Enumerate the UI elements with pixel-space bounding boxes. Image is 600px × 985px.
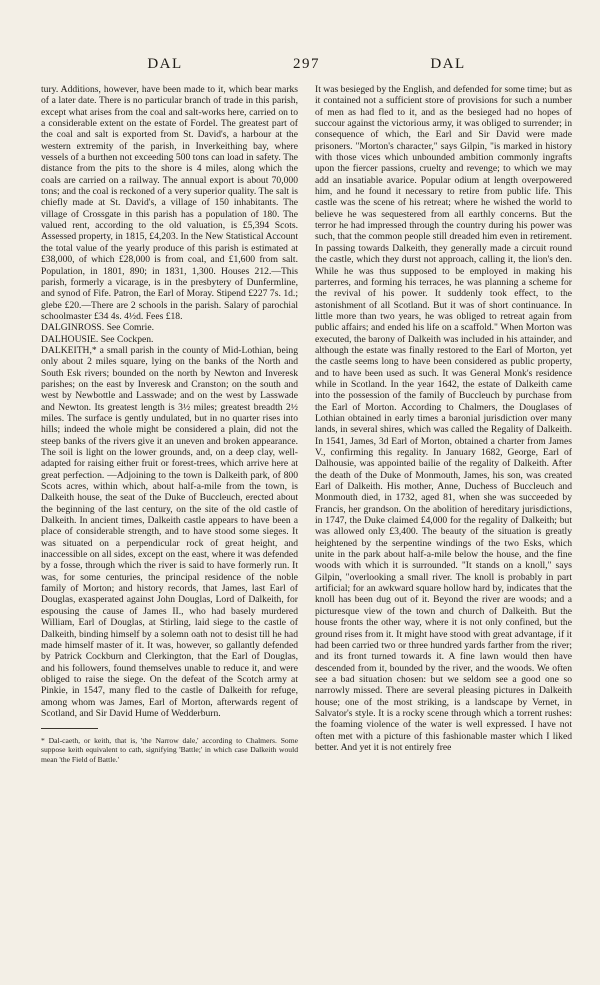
footnote-divider — [41, 728, 98, 729]
paragraph-parish-trade: tury. Additions, however, have been made to it, which bear marks of a later date. There is no particular branch of trade in this parish, except what arises from the coal and salt-works here, carried on to a considerable extent on the estate of Fordel. The greatest part of the coal and salt is exported from St. David's, a harbour at the western extremity of the parish, in Inverkeithing bay, where vessels of a burthen not exceeding 500 tons can load in safety. The distance from the pits to the shore is 4 miles, along which the coals are carried on a railway. The annual export is about 70,000 tons; and the coal is reckoned of a very superior quality. The salt is chiefly made at St. David's, a village of 150 inhabitants. The village of Crossgate in this parish has a population of 180. The valued rent, according to the old valuation, is £5,394 Scots. Assessed property, in 1815, £4,203. In the New Statistical Account the total value of the yearly produce of this parish is estimated at £38,000, of which £28,000 is from coal, and £1,600 from salt. Population, in 1801, 890; in 1831, 1,300. Houses 212.—This parish, formerly a vicarage, is in the presbytery of Dunfermline, and synod of Fife. Patron, the Earl of Moray. Stipend £227 7s. 1d.; glebe £20.—There are 2 schools in the parish. Salary of parochial schoolmaster £34 4s. 4½d. Fees £18. — [41, 84, 298, 322]
page-number: 297 — [293, 56, 320, 72]
right-column — [315, 84, 572, 764]
entry-dalginross: DALGINROSS. See Comrie. — [41, 322, 154, 334]
entry-dalhousie: DALHOUSIE. See Cockpen. — [41, 333, 154, 345]
paragraph-dalkeith-history: It was besieged by the English, and defended for some time; but as it contained not a sufficient store of provisions for such a number of men as had fled to it, and as the besieged had no hopes of succour against the victorious army, it was obliged to surrender; in consequence of which, the Earl and Sir David were made prisoners. "Morton's character," says Gilpin, "is marked in history with those vices which unbounded ambition commonly ingrafts upon the fiercer passions, cruelty and revenge; to which we may add an insatiable avarice. Popular odium at length overpowered him, and he found it necessary to retire from public life. This castle was the scene of his retreat; where he wished the world to believe he was sequestered from all earthly concerns. But the terror he had impressed through the country during his power was such, that the common people still dreaded him even in retirement. In passing towards Dalkeith, they generally made a circuit round the castle, which they durst not approach, calling it, the lion's den. While he was thus supposed to be employed in making his parterres, and forming his terraces, he was planning a scheme for the revival of his power. It suddenly took effect, to the astonishment of all Scotland. But it was of short continuance. In little more than two years, he was obliged to retreat again from public affairs; and ended his life on a scaffold." When Morton was executed, the barony of Dalkeith was included in his attainder, and although the estate was finally restored to the Earl of Morton, yet the castle seems long to have been considered as public property, and to have been used as such. It was General Monk's residence while in Scotland. In the year 1642, the estate of Dalkeith came into the possession of the family of Buccleuch by purchase from the Earl of Morton. According to Chalmers, the Douglases of Lothian obtained in early times a baronial jurisdiction over many lands, in several shires, which was called the Regality of Dalkeith. In 1541, James, 3d Earl of Morton, obtained a charter from James V., confirming this regality. In January 1682, George, Earl of Dalhousie, was appointed bailie of the regality of Dalkeith. After the death of the Duke of Monmouth, James, his son, was created Earl of Dalkeith. His mother, Anne, Duchess of Buccleuch and Monmouth died, in 1732, aged 81, when she was succeeded by Francis, her grandson. On the abolition of hereditary jurisdictions, in 1747, the Duke claimed £4,000 for the regality of Dalkeith; but was allowed only £3,400. The beauty of the situation is greatly heightened by the serpentine windings of the two Esks, which unite in the park about half-a-mile below the house, and the fine woods with which it is surrounded. "It stands on a knoll," says Gilpin, "overlooking a small river. The knoll is probably in part artificial; for an awkward square hollow hard by, indicates that the knoll has been dug out of it. Beyond the river are woods; and a picturesque view of the town and church of Dalkeith. But the house fronts the other way, where it is not only confined, but the ground rises from it. It might have stood with great advantage, if it had been carried two or three hundred yards farther from the river; and its front turned towards it. A fine lawn would then have descended from it, bounded by the river, and the woods. We often see a bad situation chosen: but we seldom see a good one so narrowly missed. There are several pleasing pictures in Dalkeith house; one of the most striking, is a landscape by Vernet, in Salvator's style. It is a rocky scene through which a torrent rushes: the foaming violence of the water is well expressed. I have not often met with a picture of this fashionable master which I liked better. And yet it is not entirely free — [315, 84, 572, 753]
footnote: * Dal-caeth, or keith, that is, 'the Narrow dale,' according to Chalmers. Some suppose keith equivalent to cath, signifying 'Battle;' in which case Dalkeith would mean 'the Field of Battle.' — [41, 736, 298, 764]
left-column — [41, 84, 298, 764]
entry-dalkeith: DALKEITH,* a small parish in the county of Mid-Lothian, being only about 2 miles square, lying on the banks of the North and South Esk rivers; bounded on the north by Newton and Inveresk parishes; on the east by Inveresk and Cranston; on the south and west by Newbottle and Lasswade; and on the west by Lasswade and Newton. Its greatest length is 3½ miles; greatest breadth 2½ miles. The surface is gently undulated, but in no quarter rises into hills; indeed the whole might be considered a plain, did not the steep banks of the rivers give it an uneven and broken appearance. The soil is light on the lower grounds, and, on a deep clay, well-adapted for raising either fruit or forest-trees, which arrive here at great perfection. —Adjoining to the town is Dalkeith park, of 800 Scots acres, within which, about half-a-mile from the town, is Dalkeith house, the seat of the Duke of Buccleuch, erected about the beginning of the last century, on the site of the old castle of Dalkeith. In ancient times, Dalkeith castle appears to have been a place of considerable strength, and to have stood some sieges. It was situated on a perpendicular rock of great height, and inaccessible on all sides, except on the east, where it was defended by a fosse, through which the river is said to have formerly run. It was, for some centuries, the principal residence of the noble family of Morton; and history records, that James, last Earl of Douglas, exasperated against John Douglas, Lord of Dalkeith, for espousing the cause of James II., who had basely murdered William, Earl of Douglas, at Stirling, laid siege to the castle of Dalkeith, binding himself by a solemn oath not to desist till he had made himself master of it. It was, however, so gallantly defended by Patrick Cockburn and Clerkington, that the Earl of Douglas, and his followers, found themselves unable to reduce it, and were obliged to raise the siege. On the defeat of the Scotch army at Pinkie, in 1547, many fled to the castle of Dalkeith for refuge, among whom was James, Earl of Morton, afterwards regent of Scotland, and Sir David Hume of Wedderburn. — [41, 344, 298, 719]
running-head — [41, 56, 572, 78]
running-head-left: DAL — [147, 56, 183, 72]
running-head-right: DAL — [430, 56, 466, 72]
text-columns — [41, 84, 572, 764]
